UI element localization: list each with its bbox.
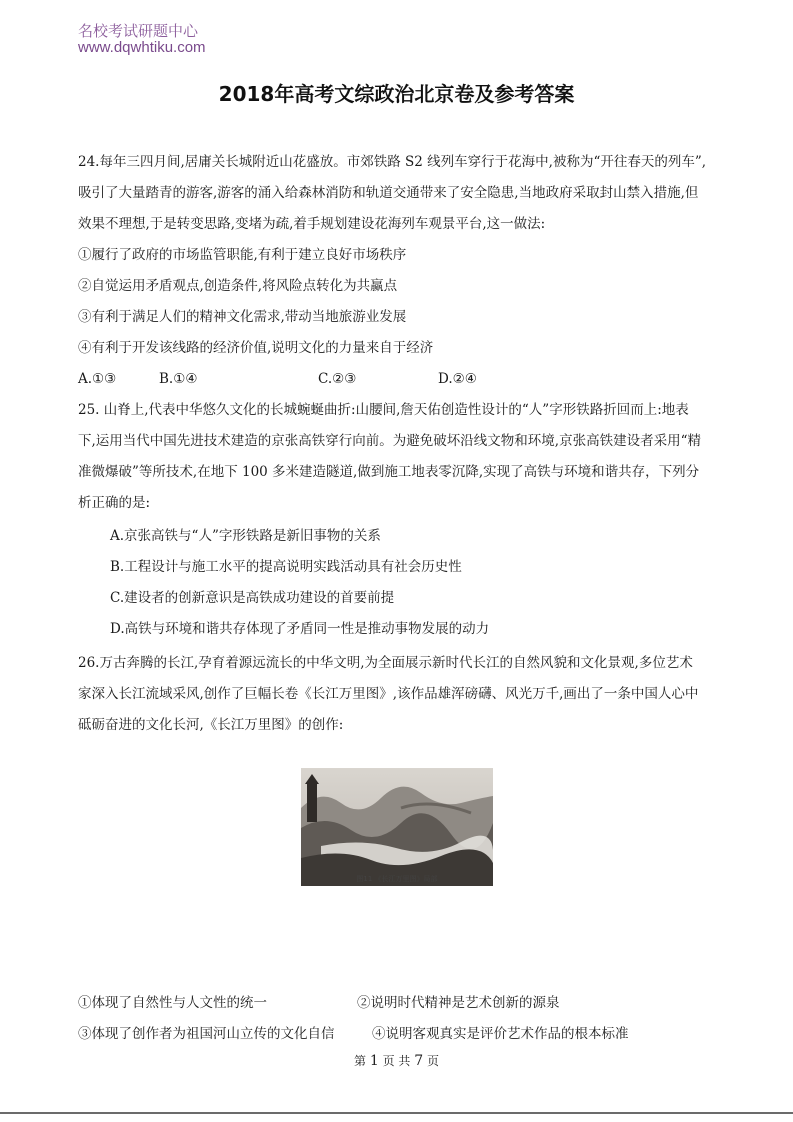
q25-stem-line: 准微爆破”等所技术,在地下 100 多米建造隧道,做到施工地表零沉降,实现了高铁与环境和谐共存，下列分 [78, 464, 700, 480]
q24-option-b: B.①④ [159, 371, 198, 387]
footer-total-pages: 7 [414, 1053, 424, 1069]
figure-caption: 图11 《长江万里图》局部 [356, 875, 438, 883]
q24-option-d: D.②④ [438, 371, 477, 387]
q26-stem-line: 26.万古奔腾的长江,孕育着源远流长的中华文明,为全面展示新时代长江的自然风貌和文化景观,多位艺术 [78, 655, 693, 671]
document-title: 2018年高考文综政治北京卷及参考答案 [218, 82, 575, 106]
q24-statement: ③有利于满足人们的精神文化需求,带动当地旅游业发展 [78, 309, 407, 325]
q25-option-b: B.工程设计与施工水平的提高说明实践活动具有社会历史性 [110, 559, 462, 575]
q26-statement: ③体现了创作者为祖国河山立传的文化自信 [78, 1026, 335, 1042]
q24-statement: ④有利于开发该线路的经济价值,说明文化的力量来自于经济 [78, 340, 434, 356]
watermark-url: www.dqwhtiku.com [78, 39, 206, 56]
q24-stem-line: 吸引了大量踏青的游客,游客的涌入给森林消防和轨道交通带来了安全隐患,当地政府采取封山禁入措施,但 [78, 185, 699, 201]
q25-option-a: A.京张高铁与“人”字形铁路是新旧事物的关系 [110, 528, 381, 544]
footer-suffix: 页 [426, 1054, 439, 1068]
q25-stem-line: 25. 山脊上,代表中华悠久文化的长城蜿蜒曲折:山腰间,詹天佑创造性设计的“人”字形铁路折回而上:地表 [78, 402, 689, 418]
q26-stem-line: 砥砺奋进的文化长河,《长江万里图》的创作: [78, 717, 344, 733]
q26-statement: ①体现了自然性与人文性的统一 [78, 995, 267, 1011]
q26-statement: ②说明时代精神是艺术创新的源泉 [357, 995, 560, 1011]
q25-option-c: C.建设者的创新意识是高铁成功建设的首要前提 [110, 590, 395, 606]
q25-stem-line: 析正确的是: [78, 495, 151, 511]
footer-prefix: 第 [353, 1054, 366, 1068]
q24-option-a: A.①③ [78, 371, 117, 387]
q24-statement: ②自觉运用矛盾观点,创造条件,将风险点转化为共赢点 [78, 278, 398, 294]
footer-middle: 页 共 [382, 1054, 411, 1068]
q26-statement: ④说明客观真实是评价艺术作品的根本标准 [372, 1026, 629, 1042]
q24-stem-line: 效果不理想,于是转变思路,变堵为疏,着手规划建设花海列车观景平台,这一做法: [78, 216, 546, 232]
q25-option-d: D.高铁与环境和谐共存体现了矛盾同一性是推动事物发展的动力 [110, 621, 490, 637]
q24-statement: ①履行了政府的市场监管职能,有利于建立良好市场秩序 [78, 247, 407, 263]
q26-stem-line: 家深入长江流域采风,创作了巨幅长卷《长江万里图》,该作品雄浑磅礴、风光万千,画出了一条中国人心中 [78, 686, 699, 702]
q24-option-c: C.②③ [318, 371, 357, 387]
landscape-painting-image [301, 768, 493, 886]
footer-page-number: 1 [369, 1053, 379, 1069]
q24-stem-line: 24.每年三四月间,居庸关长城附近山花盛放。市郊铁路 S2 线列车穿行于花海中,被称为“开往春天的列车”, [78, 154, 707, 170]
watermark-name: 名校考试研题中心 [78, 22, 199, 40]
page-footer [0, 1052, 793, 1069]
painting-figure [301, 768, 493, 886]
bottom-divider [0, 1112, 793, 1114]
q25-stem-line: 下,运用当代中国先进技术建造的京张高铁穿行向前。为避免破坏沿线文物和环境,京张高铁建设者采用“精 [78, 433, 701, 449]
